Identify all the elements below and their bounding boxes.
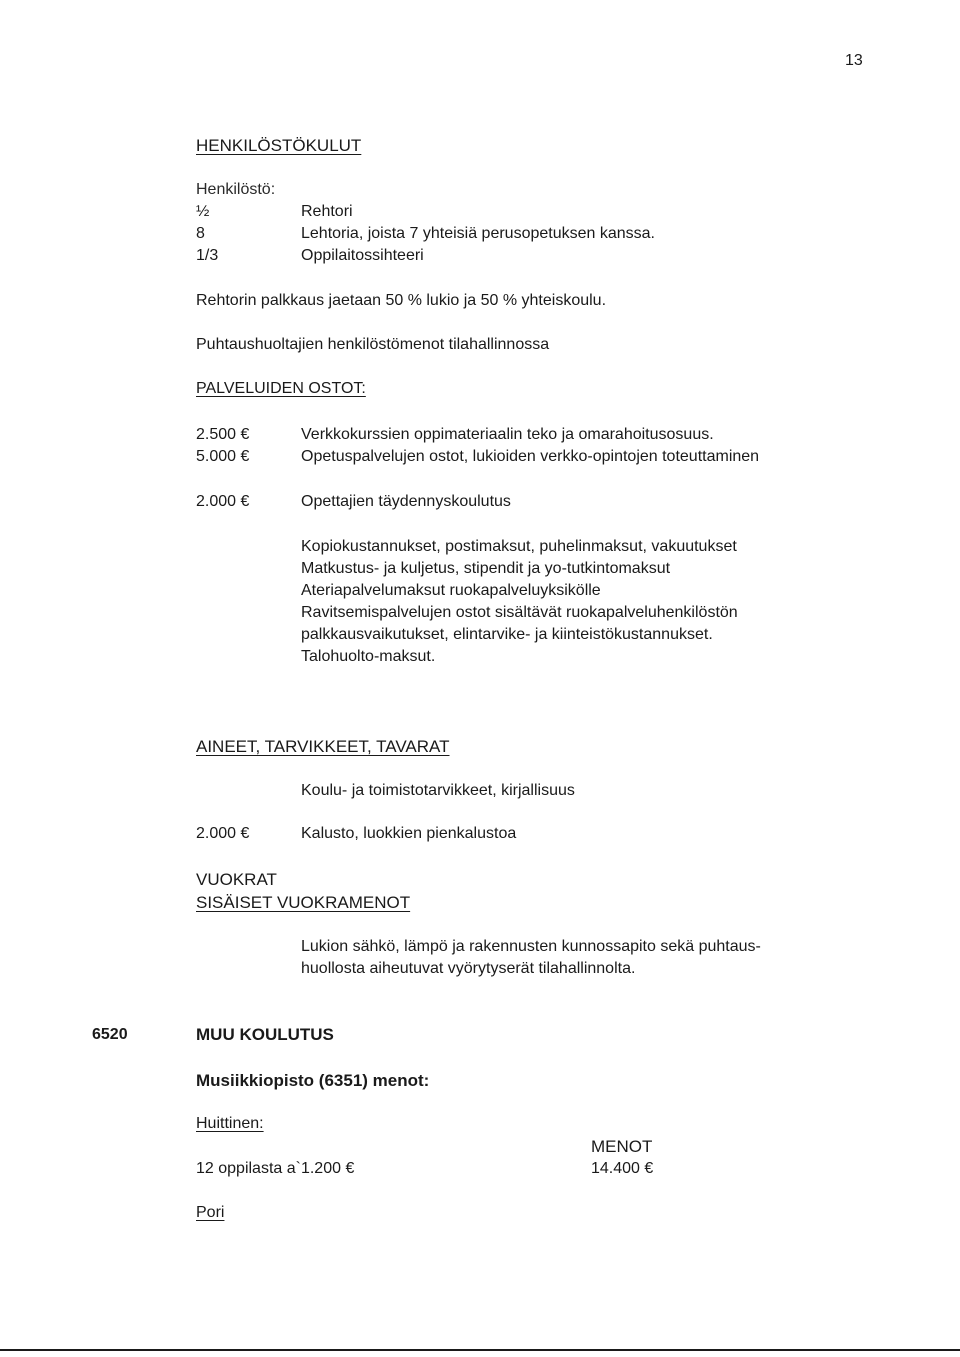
cost-line: palkkausvaikutukset, elintarvike- ja kiinteistökustannukset. <box>301 626 713 643</box>
supplies-amount: 2.000 € <box>196 825 250 842</box>
account-code: 6520 <box>92 1026 128 1043</box>
cost-line: Ateriapalvelumaksut ruokapalveluyksikölle <box>301 582 601 599</box>
section-heading-sisaiset-vuokramenot: SISÄISET VUOKRAMENOT <box>196 893 411 912</box>
menot-value: 14.400 € <box>591 1160 654 1177</box>
service-amount: 2.000 € <box>196 493 250 510</box>
section-heading-vuokrat: VUOKRAT <box>196 870 277 889</box>
service-text: Verkkokurssien oppimateriaalin teko ja omarahoitusosuus. <box>301 426 714 443</box>
staff-text: Rehtori <box>301 203 353 220</box>
cost-line: Matkustus- ja kuljetus, stipendit ja yo-tutkintomaksut <box>301 560 671 577</box>
cost-line: Kopiokustannukset, postimaksut, puhelinmaksut, vakuutukset <box>301 538 737 555</box>
section-heading-henkilostokulut: HENKILÖSTÖKULUT <box>196 136 362 155</box>
page-bottom-rule <box>0 1349 960 1351</box>
section-heading-aineet: AINEET, TARVIKKEET, TAVARAT <box>196 737 450 756</box>
section-heading-palveluiden-ostot: PALVELUIDEN OSTOT: <box>196 380 366 397</box>
henkilosto-label: Henkilöstö: <box>196 181 276 198</box>
huittinen-label: Huittinen: <box>196 1115 264 1132</box>
menot-label: MENOT <box>591 1137 653 1156</box>
pori-label: Pori <box>196 1204 225 1221</box>
staff-amount: 8 <box>196 225 205 242</box>
rent-line: huollosta aiheutuvat vyörytyserät tilahallinnolta. <box>301 960 636 977</box>
supplies-line: Kalusto, luokkien pienkalustoa <box>301 825 517 842</box>
note-rehtori: Rehtorin palkkaus jaetaan 50 % lukio ja 50 % yhteiskoulu. <box>196 292 607 309</box>
service-amount: 2.500 € <box>196 426 250 443</box>
musiikkiopisto-heading: Musiikkiopisto (6351) menot: <box>196 1071 430 1090</box>
page-number: 13 <box>845 52 863 69</box>
service-text: Opetuspalvelujen ostot, lukioiden verkko-opintojen toteuttaminen <box>301 448 760 465</box>
staff-amount: ½ <box>196 203 210 220</box>
service-amount: 5.000 € <box>196 448 250 465</box>
section-heading-muu-koulutus: MUU KOULUTUS <box>196 1025 334 1044</box>
staff-amount: 1/3 <box>196 247 219 264</box>
staff-text: Lehtoria, joista 7 yhteisiä perusopetuksen kanssa. <box>301 225 655 242</box>
service-text: Opettajien täydennyskoulutus <box>301 493 511 510</box>
supplies-line: Koulu- ja toimistotarvikkeet, kirjallisuus <box>301 782 575 799</box>
staff-text: Oppilaitossihteeri <box>301 247 424 264</box>
rent-line: Lukion sähkö, lämpö ja rakennusten kunnossapito sekä puhtaus- <box>301 938 761 955</box>
cost-line: Talohuolto-maksut. <box>301 648 436 665</box>
cost-line: Ravitsemispalvelujen ostot sisältävät ruokapalveluhenkilöstön <box>301 604 738 621</box>
note-puhtaus: Puhtaushuoltajien henkilöstömenot tilahallinnossa <box>196 336 550 353</box>
pupils-line: 12 oppilasta a`1.200 € <box>196 1160 355 1177</box>
